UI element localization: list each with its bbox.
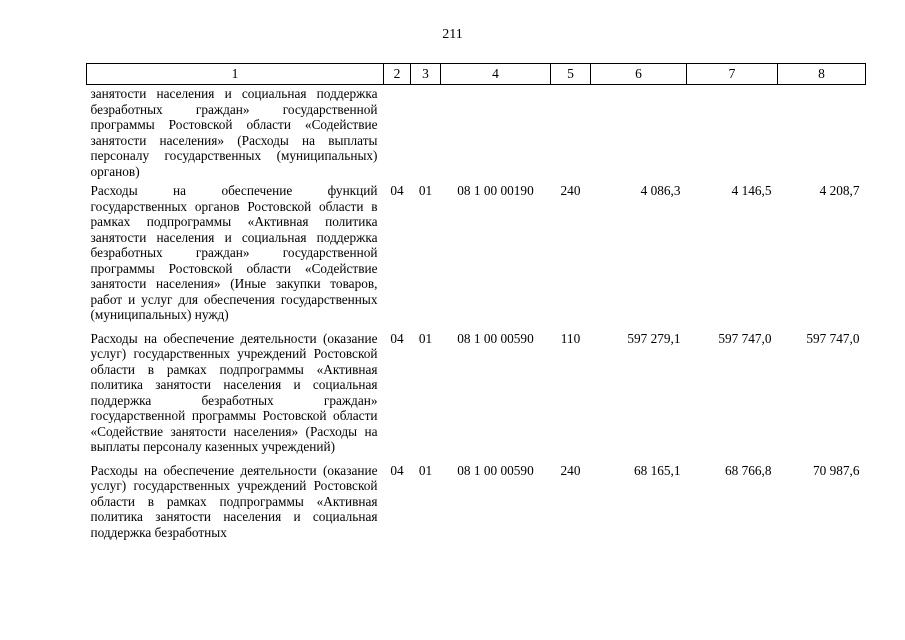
amount-col-8: [778, 85, 866, 184]
amount-col-7: 68 766,8: [724, 462, 772, 478]
column-header: 1: [87, 64, 384, 85]
table-row: [87, 331, 866, 463]
amount-col-7: 4 146,5: [731, 183, 772, 198]
amount-col-6: 4 086,3: [640, 183, 681, 198]
subsection-code: 01: [418, 330, 433, 346]
subsection-code: 01: [418, 183, 433, 198]
target-article-code: 08 1 00 00590: [457, 462, 534, 478]
amount-col-8: 597 747,0: [806, 330, 860, 346]
row-description: занятости населения и социальная поддержка безработных граждан» государственной программы Ростовской области «Содействие занятости населения» (Расходы на выплаты персоналу государственных (муниципальных) органов): [90, 86, 378, 179]
expense-type-code: 240: [560, 183, 581, 198]
row-description: Расходы на обеспечение деятельности (оказание услуг) государственных учреждений Ростовской области в рамках подпрограммы «Активная политика занятости населения и социальная поддержка безработных граждан» государственной программы Ростовской области «Содействие занятости населения» (Расходы на выплаты персоналу казенных учреждений): [90, 330, 378, 454]
column-header: 7: [687, 64, 778, 85]
column-header: 4: [441, 64, 551, 85]
target-article-code: 08 1 00 00590: [457, 330, 534, 346]
amount-col-8: 70 987,6: [812, 462, 860, 478]
table-row: [87, 183, 866, 331]
amount-col-6: [591, 85, 687, 184]
subsection-code: [411, 85, 441, 184]
amount-col-7: 597 747,0: [718, 330, 772, 346]
column-header: 6: [591, 64, 687, 85]
expense-type-code: [551, 85, 591, 184]
column-header: 3: [411, 64, 441, 85]
amount-col-6: 597 279,1: [627, 330, 681, 346]
section-code: 04: [390, 183, 404, 198]
table-header-row: [87, 64, 866, 85]
column-header: 2: [384, 64, 411, 85]
amount-col-6: 68 165,1: [633, 462, 681, 478]
column-header: 8: [778, 64, 866, 85]
target-article-code: 08 1 00 00190: [457, 183, 534, 198]
row-description: Расходы на обеспечение функций государственных органов Ростовской области в рамках подпрограммы «Активная политика занятости населения и социальная поддержка безработных граждан» государственной программы Ростовской области «Содействие занятости населения» (Иные закупки товаров, работ и услуг для обеспечения государственных (муниципальных) нужд): [90, 183, 378, 322]
expense-type-code: 110: [560, 330, 581, 346]
section-code: 04: [390, 462, 404, 478]
subsection-code: 01: [418, 462, 433, 478]
table-row: [87, 463, 866, 541]
page-number: 211: [442, 27, 463, 42]
column-header: 5: [551, 64, 591, 85]
row-description: Расходы на обеспечение деятельности (оказание услуг) государственных учреждений Ростовской области в рамках подпрограммы «Активная политика занятости населения и социальная поддержка безработных: [90, 462, 378, 540]
amount-col-8: 4 208,7: [819, 183, 860, 198]
section-code: [384, 85, 411, 184]
amount-col-7: [687, 85, 778, 184]
section-code: 04: [390, 330, 404, 346]
target-article-code: [441, 85, 551, 184]
budget-table: [86, 63, 866, 540]
table-row: [87, 85, 866, 184]
expense-type-code: 240: [560, 462, 581, 478]
